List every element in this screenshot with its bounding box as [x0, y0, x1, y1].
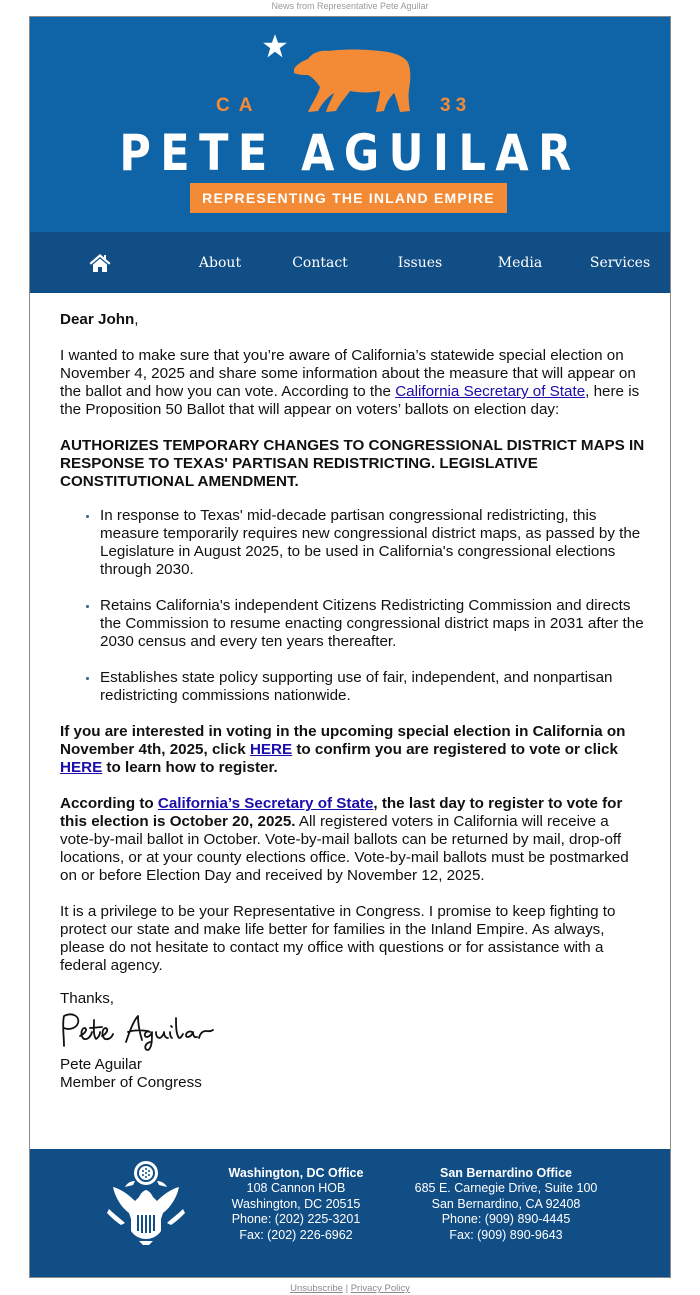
thanks-text: Thanks,: [60, 990, 115, 1007]
proposition-bullets: [60, 507, 645, 705]
representative-name: PETE AGUILAR: [119, 124, 581, 182]
deadline-paragraph: According to California’s Secretary of State, the last day to register to vote for this election is October 20, 2025. All registered voters in California will receive a vote-by-mail ballot in October. Vote-by-mail ballots can be returned by mail, drop-off locations, or at your county elections office. Vote-by-mail ballots must be postmarked on or before Election Day and received by November 12, 2025.: [60, 795, 629, 884]
office-phone: Phone: (202) 225-3201: [231, 1212, 361, 1227]
office-fax: Fax: (202) 226-6962: [239, 1227, 353, 1242]
list-item: Retains California's independent Citizens Redistricting Commission and directs the Commission to resume enacting congressional district maps in 2031 after the 2030 census and every ten years thereafter.: [100, 597, 644, 650]
office-fax: Fax: (909) 890-9643: [449, 1227, 563, 1242]
office-address-1: 108 Cannon HOB: [246, 1181, 346, 1196]
letter-body: [60, 310, 645, 1092]
list-item: Establishes state policy supporting use of fair, independent, and nonpartisan redistricting commissions nationwide.: [100, 669, 645, 705]
signature-image: [58, 1010, 223, 1052]
san-bernardino-office: [401, 1166, 611, 1243]
nav-services[interactable]: Services: [589, 254, 651, 271]
secretary-of-state-link[interactable]: California Secretary of State: [395, 383, 586, 400]
office-address-1: 685 E. Carnegie Drive, Suite 100: [414, 1181, 598, 1196]
learn-register-link[interactable]: HERE: [60, 759, 103, 776]
dc-office: [211, 1166, 381, 1243]
signer-name: Pete Aguilar: [60, 1056, 142, 1073]
state-label: CA: [216, 95, 262, 116]
list-item: In response to Texas' mid-decade partisan congressional redistricting, this measure temporarily requires new congressional district maps, as passed by the Legislature in August 2025, to be used in California's congressional elections through 2030.: [100, 507, 645, 579]
home-icon: [89, 253, 111, 273]
office-address-2: Washington, DC 20515: [231, 1196, 361, 1211]
email-container: [29, 16, 671, 1278]
footer: [30, 1149, 670, 1277]
tagline-badge: REPRESENTING THE INLAND EMPIRE: [190, 183, 507, 213]
proposition-title: AUTHORIZES TEMPORARY CHANGES TO CONGRESSIONAL DISTRICT MAPS IN RESPONSE TO TEXAS' PARTISAN REDISTRICTING. LEGISLATIVE CONSTITUTIONAL AMENDMENT.: [60, 437, 645, 490]
nav-media[interactable]: Media: [497, 254, 543, 271]
nav-contact[interactable]: Contact: [292, 254, 348, 271]
signature-block: [60, 990, 645, 1092]
confirm-registration-link[interactable]: HERE: [249, 741, 293, 758]
link-separator: |: [342, 1283, 351, 1294]
office-title: Washington, DC Office: [228, 1166, 364, 1180]
nav-home[interactable]: [30, 253, 170, 273]
secretary-of-state-link-2[interactable]: California’s Secretary of State: [157, 795, 374, 812]
header-banner: [30, 17, 670, 232]
star-icon: [262, 33, 288, 59]
salutation: Dear John,: [60, 311, 139, 328]
vote-paragraph: If you are interested in voting in the upcoming special election in California on November 4th, 2025, click HERE to confirm you are registered to vote or click HERE to learn how to register.: [60, 723, 626, 776]
preheader-text: News from Representative Pete Aguilar: [271, 1, 429, 11]
nav-issues[interactable]: Issues: [397, 254, 443, 271]
bottom-links: [0, 1283, 700, 1294]
bear-icon: [292, 47, 417, 115]
district-label: 33: [440, 95, 472, 116]
closing-paragraph: It is a privilege to be your Representative in Congress. I promise to keep fighting to protect our state and make life better for families in the Inland Empire. As always, please do not hesitate to contact my office with questions or for assistance with a federal agency.: [60, 903, 616, 974]
office-title: San Bernardino Office: [440, 1166, 572, 1180]
office-address-2: San Bernardino, CA 92408: [431, 1196, 581, 1211]
signer-title: Member of Congress: [60, 1074, 202, 1091]
nav-about[interactable]: About: [198, 254, 242, 271]
unsubscribe-link[interactable]: Unsubscribe: [290, 1283, 343, 1294]
nav-bar: [30, 232, 670, 293]
office-phone: Phone: (909) 890-4445: [441, 1212, 571, 1227]
congressional-seal-icon: [103, 1159, 189, 1247]
privacy-policy-link[interactable]: Privacy Policy: [350, 1283, 410, 1294]
intro-paragraph: I wanted to make sure that you’re aware of California’s statewide special election on November 4, 2025 and share some information about the measure that will appear on the ballot and how you can vote. According to the California Secretary of State, here is the Proposition 50 Ballot that will appear on voters’ ballots on election day:: [60, 347, 640, 418]
